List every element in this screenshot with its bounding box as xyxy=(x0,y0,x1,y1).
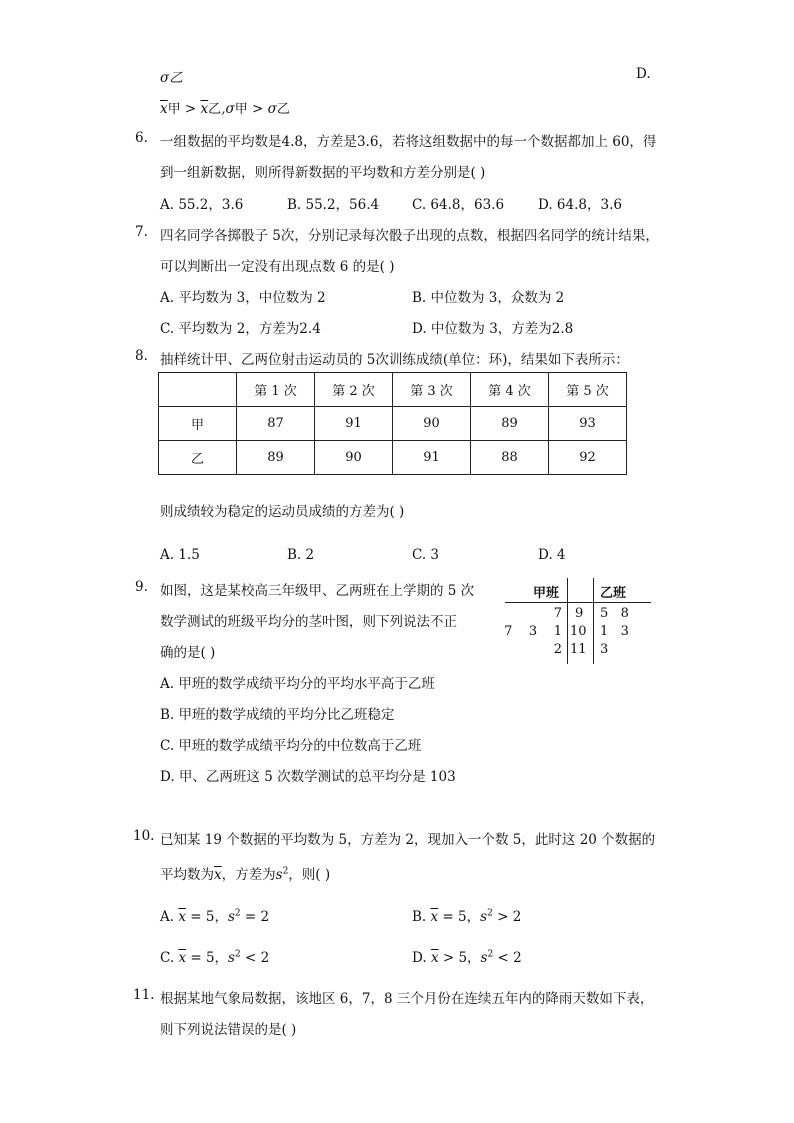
q6-option-b: B. 55.2，56.4 xyxy=(287,197,380,213)
q9-text-line1: 如图，这是某校高三年级甲、乙两班在上学期的 5 次 xyxy=(160,583,475,599)
q8-number: 8. xyxy=(135,348,148,364)
q8-option-a: A. 1.5 xyxy=(160,547,200,563)
q9-text-line3: 确的是( ) xyxy=(160,645,216,661)
stem-leaf-row-left: 7 3 1 xyxy=(504,624,562,639)
stem-leaf-row-left: 2 xyxy=(553,642,562,657)
q9-option-a: A. 甲班的数学成绩平均分的平均水平高于乙班 xyxy=(160,676,435,692)
stem-leaf-row-right: 5 8 xyxy=(600,606,629,621)
q9-option-c: C. 甲班的数学成绩平均分的中位数高于乙班 xyxy=(160,738,422,754)
q7-option-c: C. 平均数为 2，方差为2.4 xyxy=(160,321,321,337)
table-row xyxy=(159,441,627,475)
q8-option-b: B. 2 xyxy=(287,547,315,563)
q11-text-line2: 则下列说法错误的是( ) xyxy=(160,1022,297,1038)
q11-number: 11. xyxy=(133,987,155,1003)
table-cell: 93 xyxy=(549,407,627,441)
table-cell: 90 xyxy=(393,407,471,441)
q9-text-line2: 数学测试的班级平均分的茎叶图，则下列说法不正 xyxy=(160,614,457,630)
q10-option-b: B. $\overline{x} = 5$，$s^2 > 2$ xyxy=(412,908,522,925)
q10-number: 10. xyxy=(133,828,155,844)
table-cell: 乙 xyxy=(159,441,237,475)
stem-leaf-row-stem: 11 xyxy=(570,642,587,657)
table-header-cell xyxy=(159,373,237,407)
table-header-cell: 第 1 次 xyxy=(237,373,315,407)
table-cell: 91 xyxy=(315,407,393,441)
table-header-cell: 第 5 次 xyxy=(549,373,627,407)
stem-leaf-left-rule xyxy=(567,578,568,664)
q6-option-c: C. 64.8，63.6 xyxy=(412,197,505,213)
table-cell: 90 xyxy=(315,441,393,475)
q7-option-b: B. 中位数为 3，众数为 2 xyxy=(412,290,565,306)
q7-option-d: D. 中位数为 3，方差为2.8 xyxy=(412,321,574,337)
q9-number: 9. xyxy=(135,579,148,595)
stem-leaf-header-rule xyxy=(505,602,651,603)
q6-option-d: D. 64.8，3.6 xyxy=(538,197,622,213)
q8-option-c: C. 3 xyxy=(412,547,440,563)
q6-text-line2: 到一组新数据，则所得新数据的平均数和方差分别是( ) xyxy=(160,165,486,181)
q9-option-b: B. 甲班的数学成绩的平均分比乙班稳定 xyxy=(160,707,395,723)
table-header-row xyxy=(159,373,627,407)
stem-leaf-right-header: 乙班 xyxy=(600,586,627,601)
table-cell: 89 xyxy=(237,441,315,475)
q9-option-d: D. 甲、乙两班这 5 次数学测试的总平均分是 103 xyxy=(160,769,456,785)
q10-text-line2: 平均数为$\overline{x}$，方差为$s^2$，则( ) xyxy=(160,866,331,883)
q8-text-line2: 则成绩较为稳定的运动员成绩的方差为( ) xyxy=(160,504,405,520)
q10-option-d: D. $\overline{x} > 5$，$s^2 < 2$ xyxy=(412,949,522,966)
prev-sigma: σ乙 xyxy=(160,70,183,86)
stem-leaf-plot xyxy=(505,578,655,668)
q8-score-table xyxy=(158,372,627,475)
q10-option-c: C. $\overline{x} = 5$，$s^2 < 2$ xyxy=(160,949,270,966)
table-cell: 92 xyxy=(549,441,627,475)
q6-option-a: A. 55.2，3.6 xyxy=(160,197,244,213)
stem-leaf-row-left: 7 xyxy=(553,606,562,621)
stem-leaf-left-header: 甲班 xyxy=(533,586,560,601)
table-cell: 91 xyxy=(393,441,471,475)
table-cell: 89 xyxy=(471,407,549,441)
table-header-cell: 第 4 次 xyxy=(471,373,549,407)
q6-text-line1: 一组数据的平均数是4.8，方差是3.6，若将这组数据中的每一个数据都加上 60，得 xyxy=(160,134,657,150)
q7-text-line1: 四名同学各掷骰子 5次，分别记录每次骰子出现的点数，根据四名同学的统计结果， xyxy=(160,228,659,244)
table-header-cell: 第 3 次 xyxy=(393,373,471,407)
q8-option-d: D. 4 xyxy=(538,547,566,563)
table-cell: 甲 xyxy=(159,407,237,441)
table-cell: 87 xyxy=(237,407,315,441)
stem-leaf-right-rule xyxy=(593,578,594,664)
stem-leaf-row-stem: 10 xyxy=(570,624,587,639)
prev-option-d-label: D. xyxy=(636,66,651,82)
q8-text-line1: 抽样统计甲、乙两位射击运动员的 5次训练成绩(单位：环)，结果如下表所示： xyxy=(160,352,629,368)
q10-option-a: A. $\overline{x} = 5$，$s^2 = 2$ xyxy=(160,908,270,925)
q10-text-line1: 已知某 19 个数据的平均数为 5，方差为 2，现加入一个数 5，此时这 20 个数据的 xyxy=(160,832,656,848)
q11-text-line1: 根据某地气象局数据，该地区 6，7，8 三个月份在连续五年内的降雨天数如下表， xyxy=(160,991,654,1007)
prev-option-d-formula: $\overline{x}$甲 > $\overline{x}$乙,σ甲 > σ乙 xyxy=(160,101,290,117)
table-cell: 88 xyxy=(471,441,549,475)
table-row xyxy=(159,407,627,441)
q7-option-a: A. 平均数为 3，中位数为 2 xyxy=(160,290,326,306)
stem-leaf-row-right: 3 xyxy=(600,642,609,657)
stem-leaf-row-stem: 9 xyxy=(575,606,584,621)
q6-number: 6. xyxy=(135,130,148,146)
table-header-cell: 第 2 次 xyxy=(315,373,393,407)
q7-text-line2: 可以判断出一定没有出现点数 6 的是( ) xyxy=(160,259,395,275)
stem-leaf-row-right: 1 3 xyxy=(600,624,629,639)
q7-number: 7. xyxy=(135,224,148,240)
